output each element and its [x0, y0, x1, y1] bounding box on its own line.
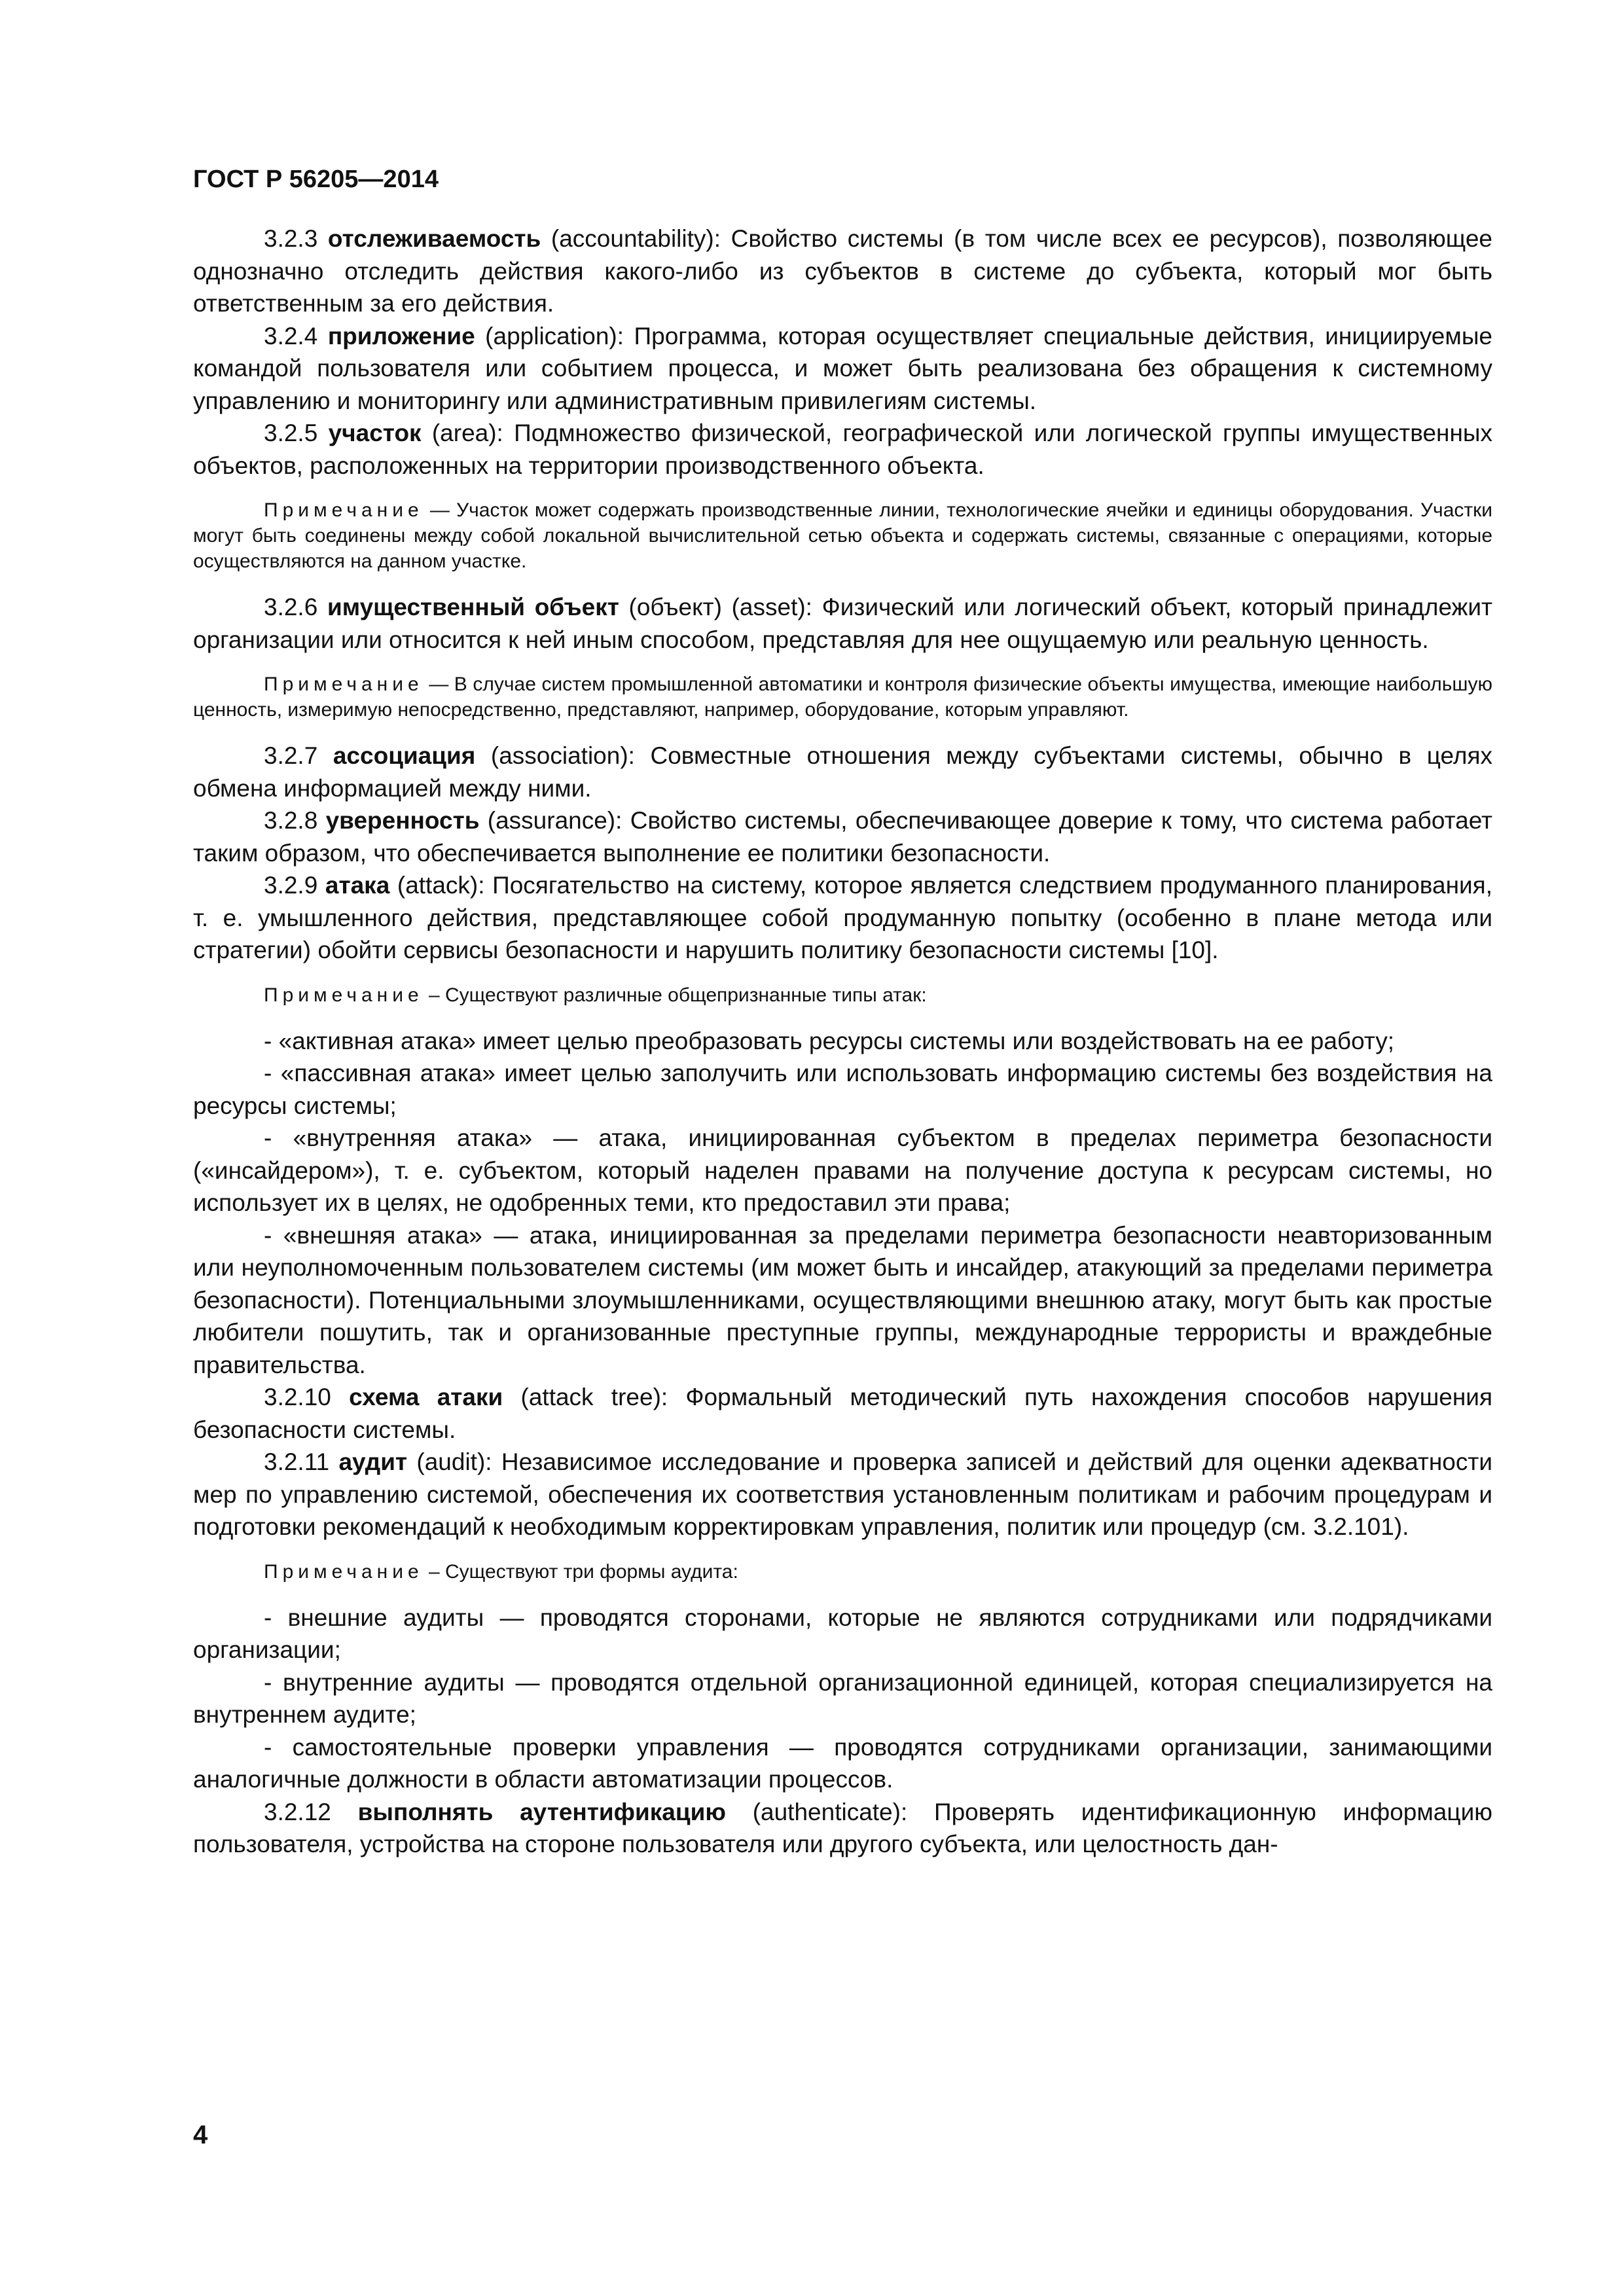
term-application: [193, 320, 1492, 418]
list-item-attack-type: - «внешняя атака» — атака, инициированная за пределами периметра безопасности неавторизованным или неуполномоченным пользователем системы (им может быть и инсайдер, атакующий за пределами периметра безопасности). Потенциальными злоумышленниками, осуществляющими внешнюю атаку, могут быть как простые любители пошутить, так и организованные преступные группы, международные террористы и враждебные правительства.: [193, 1221, 1492, 1378]
term-name: участок: [328, 420, 422, 446]
note-asset: [193, 672, 1492, 723]
note-text: – Существуют различные общепризнанные типы атак:: [429, 984, 927, 1006]
term-accountability: [193, 223, 1492, 320]
term-attack-tree: [193, 1381, 1492, 1446]
term-name: уверенность: [325, 807, 480, 834]
term-number: 3.2.7: [264, 742, 318, 769]
term-definition: (association): Совместные отношения между субъектами системы, обычно в целях обмена информацией между ними.: [193, 742, 1493, 802]
note-audit: [193, 1559, 1492, 1585]
term-definition: (audit): Независимое исследование и проверка записей и действий для оценки адекватности мер по управлению системой, обеспечения их соответствия установленным политикам и рабочим процедурам и подготовки рекомендаций к необходимым корректировкам управления, политик или процедур (см. 3.2.101).: [193, 1448, 1492, 1540]
note-label: Примечание: [264, 499, 424, 521]
term-number: 3.2.11: [264, 1448, 330, 1475]
note-label: Примечание: [264, 1560, 424, 1583]
note-attack: [193, 982, 1492, 1008]
term-name: отслеживаемость: [327, 225, 541, 252]
document-header: ГОСТ Р 56205—2014: [193, 166, 439, 193]
note-label: Примечание: [264, 673, 424, 695]
term-number: 3.2.9: [264, 872, 318, 899]
term-definition: (application): Программа, которая осуществляет специальные действия, инициируемые командой пользователя или событием процесса, и может быть реализована без обращения к системному управлению и мониторингу или административным привилегиям системы.: [193, 322, 1492, 414]
term-assurance: [193, 804, 1492, 869]
term-number: 3.2.12: [264, 1798, 331, 1825]
term-name: приложение: [327, 322, 475, 350]
term-audit: [193, 1446, 1492, 1543]
term-number: 3.2.4: [264, 322, 318, 350]
term-definition: (объект) (asset): Физический или логический объект, который принадлежит организации или относится к ней иным способом, представляя для нее ощущаемую или реальную ценность.: [193, 594, 1492, 653]
list-item-audit-form: - внешние аудиты — проводятся сторонами, которые не являются сотрудниками или подрядчиками организации;: [193, 1604, 1492, 1663]
term-association: [193, 740, 1492, 804]
list-item-attack-type: - «внутренняя атака» — атака, инициированная субъектом в пределах периметра безопасности («инсайдером»), т. е. субъектом, который наделен правами на получение доступа к ресурсам системы, но использует их в целях, не одобренных теми, кто предоставил эти права;: [193, 1124, 1492, 1216]
term-number: 3.2.3: [264, 225, 318, 252]
term-definition: (attack): Посягательство на систему, которое является следствием продуманного планирования, т. е. умышленного действия, представляющее собой продуманную попытку (особенно в плане метода или стратегии) обойти сервисы безопасности и нарушить политику безопасности системы [10].: [193, 872, 1493, 963]
page-number: 4: [193, 2121, 208, 2149]
term-name: ассоциация: [333, 742, 476, 769]
note-label: Примечание: [264, 984, 424, 1006]
term-definition: (attack tree): Формальный методический путь нахождения способов нарушения безопасности системы.: [193, 1384, 1492, 1443]
note-text: — В случае систем промышленной автоматики и контроля физические объекты имущества, имеющие наибольшую ценность, измеримую непосредственно, представляют, например, оборудование, которым управляют.: [193, 673, 1492, 721]
term-authenticate: [193, 1796, 1492, 1861]
list-item-audit-form: - внутренние аудиты — проводятся отдельной организационной единицей, которая специализируется на внутреннем аудите;: [193, 1668, 1492, 1728]
term-name: имущественный объект: [327, 594, 619, 620]
page-body: [193, 223, 1492, 1861]
term-name: схема атаки: [349, 1384, 503, 1410]
term-name: выполнять аутентификацию: [357, 1798, 726, 1825]
note-text: – Существуют три формы аудита:: [429, 1560, 738, 1583]
term-definition: (authenticate): Проверять идентификационную информацию пользователя, устройства на стороне пользователя или другого субъекта, или целостность дан-: [193, 1798, 1492, 1857]
term-number: 3.2.5: [264, 420, 318, 446]
term-definition: (area): Подмножество физической, географической или логической группы имущественных объектов, расположенных на территории производственного объекта.: [193, 420, 1492, 479]
term-name: атака: [325, 872, 390, 899]
term-number: 3.2.10: [264, 1384, 331, 1410]
term-definition: (accountability): Свойство системы (в том числе всех ее ресурсов), позволяющее однозначно отследить действия какого-либо из субъектов в системе до субъекта, который мог быть ответственным за его действия.: [193, 225, 1492, 317]
note-text: — Участок может содержать производственные линии, технологические ячейки и единицы оборудования. Участки могут быть соединены между собой локальной вычислительной сетью объекта и содержать системы, связанные с операциями, которые осуществляются на данном участке.: [193, 499, 1492, 572]
term-definition: (assurance): Свойство системы, обеспечивающее доверие к тому, что система работает таким образом, что обеспечивается выполнение ее политики безопасности.: [193, 807, 1492, 867]
term-area: [193, 417, 1492, 482]
term-name: аудит: [338, 1448, 408, 1475]
term-number: 3.2.6: [264, 594, 318, 620]
term-asset: [193, 591, 1492, 656]
note-area: [193, 497, 1492, 574]
list-item-attack-type: - «активная атака» имеет целью преобразовать ресурсы системы или воздействовать на ее работу;: [264, 1027, 1395, 1054]
term-number: 3.2.8: [264, 807, 318, 834]
term-attack: [193, 869, 1492, 967]
list-item-audit-form: - самостоятельные проверки управления — проводятся сотрудниками организации, занимающими аналогичные должности в области автоматизации процессов.: [193, 1733, 1492, 1793]
list-item-attack-type: - «пассивная атака» имеет целью заполучить или использовать информацию системы без воздействия на ресурсы системы;: [193, 1060, 1492, 1119]
